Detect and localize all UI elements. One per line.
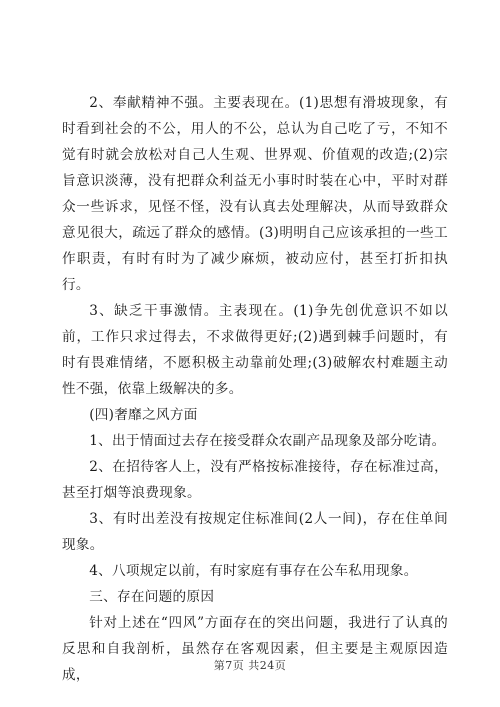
section-heading-causes: 三、存在问题的原因 [89, 589, 215, 605]
paragraph-reflection: 针对上述在“四风”方面存在的突出问题，我进行了认真的反思和自我剖析，虽然存在客观因素，但主要是主观原因造成， [62, 615, 448, 683]
page-number-footer: 第7页 共24页 [213, 659, 287, 672]
paragraph-passion: 3、缺乏干事激情。主表现在。(1)争先创优意识不如以前，工作只求过得去，不求做得更好;(2)遇到棘手问题时，有时有畏难情绪，不愿积极主动靠前处理;(3)破解农村难题主动性不强，依靠上级解决的多。 [62, 303, 448, 397]
section-heading-extravagance: (四)奢靡之风方面 [89, 407, 198, 423]
document-body [62, 90, 448, 688]
paragraph-dedication: 2、奉献精神不强。主要表现在。(1)思想有滑坡现象，有时看到社会的不公，用人的不公，总认为自己吃了亏，不知不觉有时就会放松对自己人生观、世界观、价值观的改造;(2)宗旨意识淡薄，没有把群众利益无小事时时装在心中，平时对群众一些诉求，见怪不怪，没有认真去处理解决，从而导致群众意见很大，疏远了群众的感情。(3)明明自己应该承担的一些工作职责，有时有时为了减少麻烦，被动应付，甚至打折扣执行。 [62, 95, 448, 293]
list-item-official-car: 4、八项规定以前，有时家庭有事存在公车私用现象。 [89, 563, 418, 579]
list-item-travel: 3、有时出差没有按规定住标准间(2人一间)，存在住单间现象。 [62, 511, 448, 553]
list-item-gifts: 1、出于情面过去存在接受群众农副产品现象及部分吃请。 [89, 433, 446, 449]
list-item-reception: 2、在招待客人上，没有严格按标准接待，存在标准过高，甚至打烟等浪费现象。 [62, 459, 448, 501]
